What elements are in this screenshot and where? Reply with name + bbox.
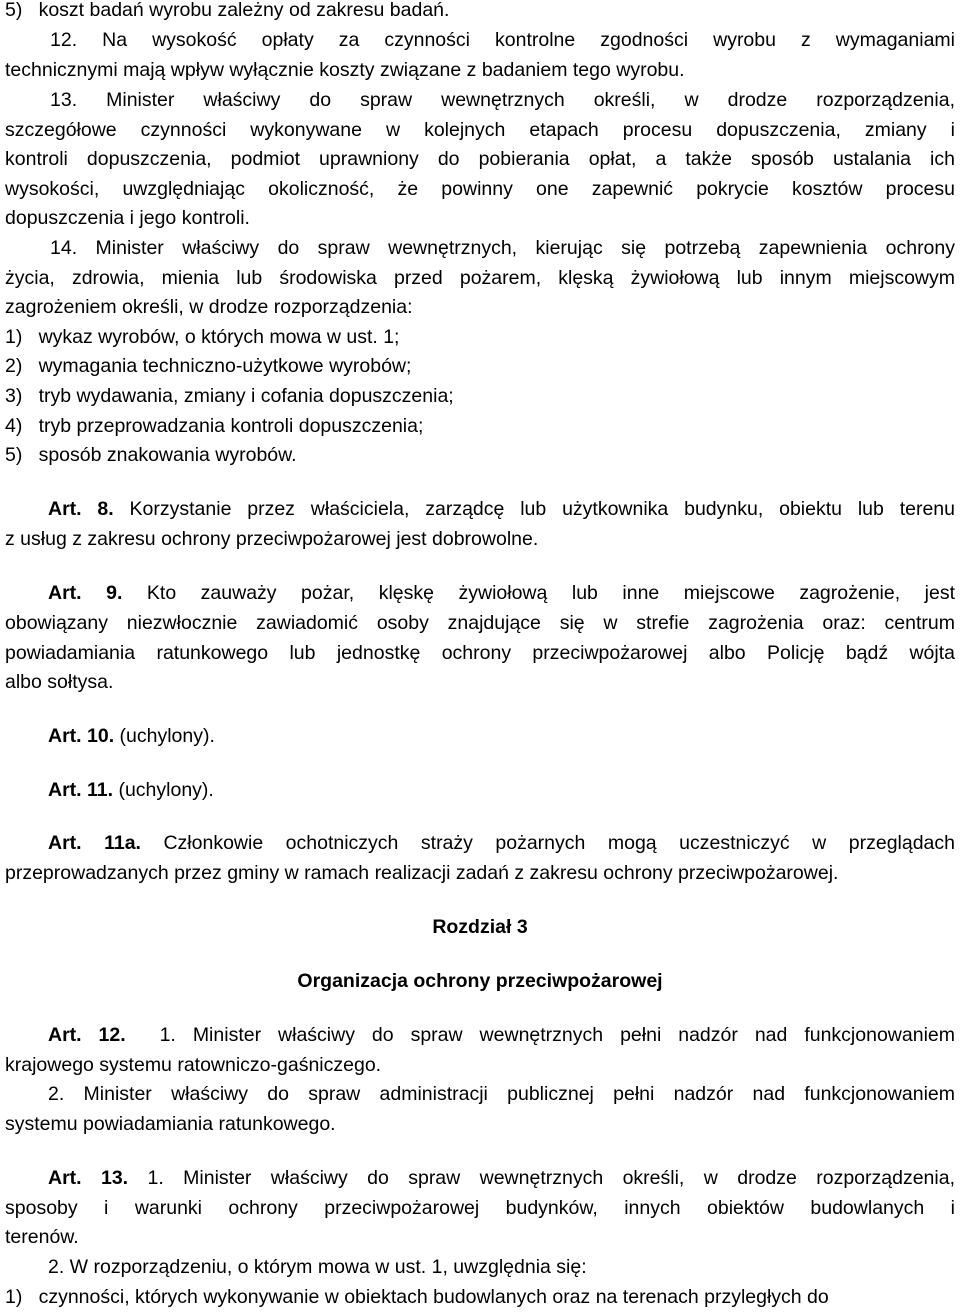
- paragraph-line: zagrożeniem określi, w drodze rozporządzenia:: [5, 296, 413, 318]
- article-label: Art. 9.: [48, 582, 123, 604]
- paragraph-line: szczegółowe czynności wykonywane w kolejnych etapach procesu dopuszczenia, zmiany i: [5, 119, 955, 141]
- article-label: Art. 8.: [48, 498, 114, 520]
- list-item: 1) wykaz wyrobów, o których mowa w ust. 1;: [5, 326, 400, 348]
- list-item: 5) sposób znakowania wyrobów.: [5, 444, 297, 466]
- article-label: Art. 11a.: [48, 832, 141, 854]
- list-item: 1) czynności, których wykonywanie w obiektach budowlanych oraz na terenach przyległych do: [5, 1286, 829, 1308]
- article-12-line: Art. 12. 1. Minister właściwy do spraw wewnętrznych pełni nadzór nad funkcjonowaniem: [48, 1024, 955, 1046]
- paragraph-line: technicznymi mają wpływ wyłącznie koszty związane z badaniem tego wyrobu.: [5, 59, 685, 81]
- article-label: Art. 11.: [48, 779, 114, 801]
- article-9-line: albo sołtysa.: [5, 671, 114, 693]
- article-9-line: powiadamiania ratunkowego lub jednostkę ochrony przeciwpożarowej albo Policję bądź wójta: [5, 642, 955, 664]
- list-item: 2) wymagania techniczno-użytkowe wyrobów;: [5, 355, 412, 377]
- paragraph-line: dopuszczenia i jego kontroli.: [5, 207, 250, 229]
- article-13-line: sposoby i warunki ochrony przeciwpożarowej budynków, innych obiektów budowlanych i: [5, 1197, 955, 1219]
- article-11a-line: przeprowadzanych przez gminy w ramach realizacji zadań z zakresu ochrony przeciwpożarowej.: [5, 862, 839, 884]
- paragraph-line: 12. Na wysokość opłaty za czynności kontrolne zgodności wyrobu z wymaganiami: [50, 29, 955, 51]
- article-13-line: terenów.: [5, 1226, 79, 1248]
- article-11a-line: Art. 11a. Członkowie ochotniczych straży pożarnych mogą uczestniczyć w przeglądach: [48, 832, 955, 854]
- paragraph-line: życia, zdrowia, mienia lub środowiska przed pożarem, klęską żywiołową lub innym miejscowym: [5, 267, 955, 289]
- chapter-number: Rozdział 3: [432, 916, 528, 938]
- article-label: Art. 13.: [48, 1167, 129, 1189]
- list-item: 5) koszt badań wyrobu zależny od zakresu badań.: [5, 0, 450, 21]
- list-item: 4) tryb przeprowadzania kontroli dopuszczenia;: [5, 415, 424, 437]
- list-item: 3) tryb wydawania, zmiany i cofania dopuszczenia;: [5, 385, 454, 407]
- paragraph-line: 14. Minister właściwy do spraw wewnętrznych, kierując się potrzebą zapewnienia ochrony: [50, 237, 955, 259]
- article-9-line: Art. 9. Kto zauważy pożar, klęskę żywiołową lub inne miejscowe zagrożenie, jest: [48, 582, 955, 604]
- chapter-title: Organizacja ochrony przeciwpożarowej: [297, 970, 663, 992]
- article-10: Art. 10. (uchylony).: [48, 725, 215, 747]
- article-13-line: 2. W rozporządzeniu, o którym mowa w ust. 1, uwzględnia się:: [48, 1256, 587, 1278]
- paragraph-line: 13. Minister właściwy do spraw wewnętrznych określi, w drodze rozporządzenia,: [50, 89, 955, 111]
- article-11: Art. 11. (uchylony).: [48, 779, 214, 801]
- article-8-line: Art. 8. Korzystanie przez właściciela, zarządcę lub użytkownika budynku, obiektu lub terenu: [48, 498, 955, 520]
- article-9-line: obowiązany niezwłocznie zawiadomić osoby znajdujące się w strefie zagrożenia oraz: centrum: [5, 612, 955, 634]
- article-12-line: systemu powiadamiania ratunkowego.: [5, 1113, 336, 1135]
- article-12-line: 2. Minister właściwy do spraw administracji publicznej pełni nadzór nad funkcjonowaniem: [48, 1083, 955, 1105]
- article-13-line: Art. 13. 1. Minister właściwy do spraw wewnętrznych określi, w drodze rozporządzenia,: [48, 1167, 955, 1189]
- paragraph-line: kontroli dopuszczenia, podmiot uprawniony do pobierania opłat, a także sposób ustalania ich: [5, 148, 955, 170]
- article-8-line: z usług z zakresu ochrony przeciwpożarowej jest dobrowolne.: [5, 528, 539, 550]
- article-label: Art. 12.: [48, 1024, 126, 1046]
- article-12-line: krajowego systemu ratowniczo-gaśniczego.: [5, 1054, 382, 1076]
- article-label: Art. 10.: [48, 725, 115, 747]
- paragraph-line: wysokości, uwzględniając okoliczność, że powinny one zapewnić pokrycie kosztów procesu: [5, 178, 955, 200]
